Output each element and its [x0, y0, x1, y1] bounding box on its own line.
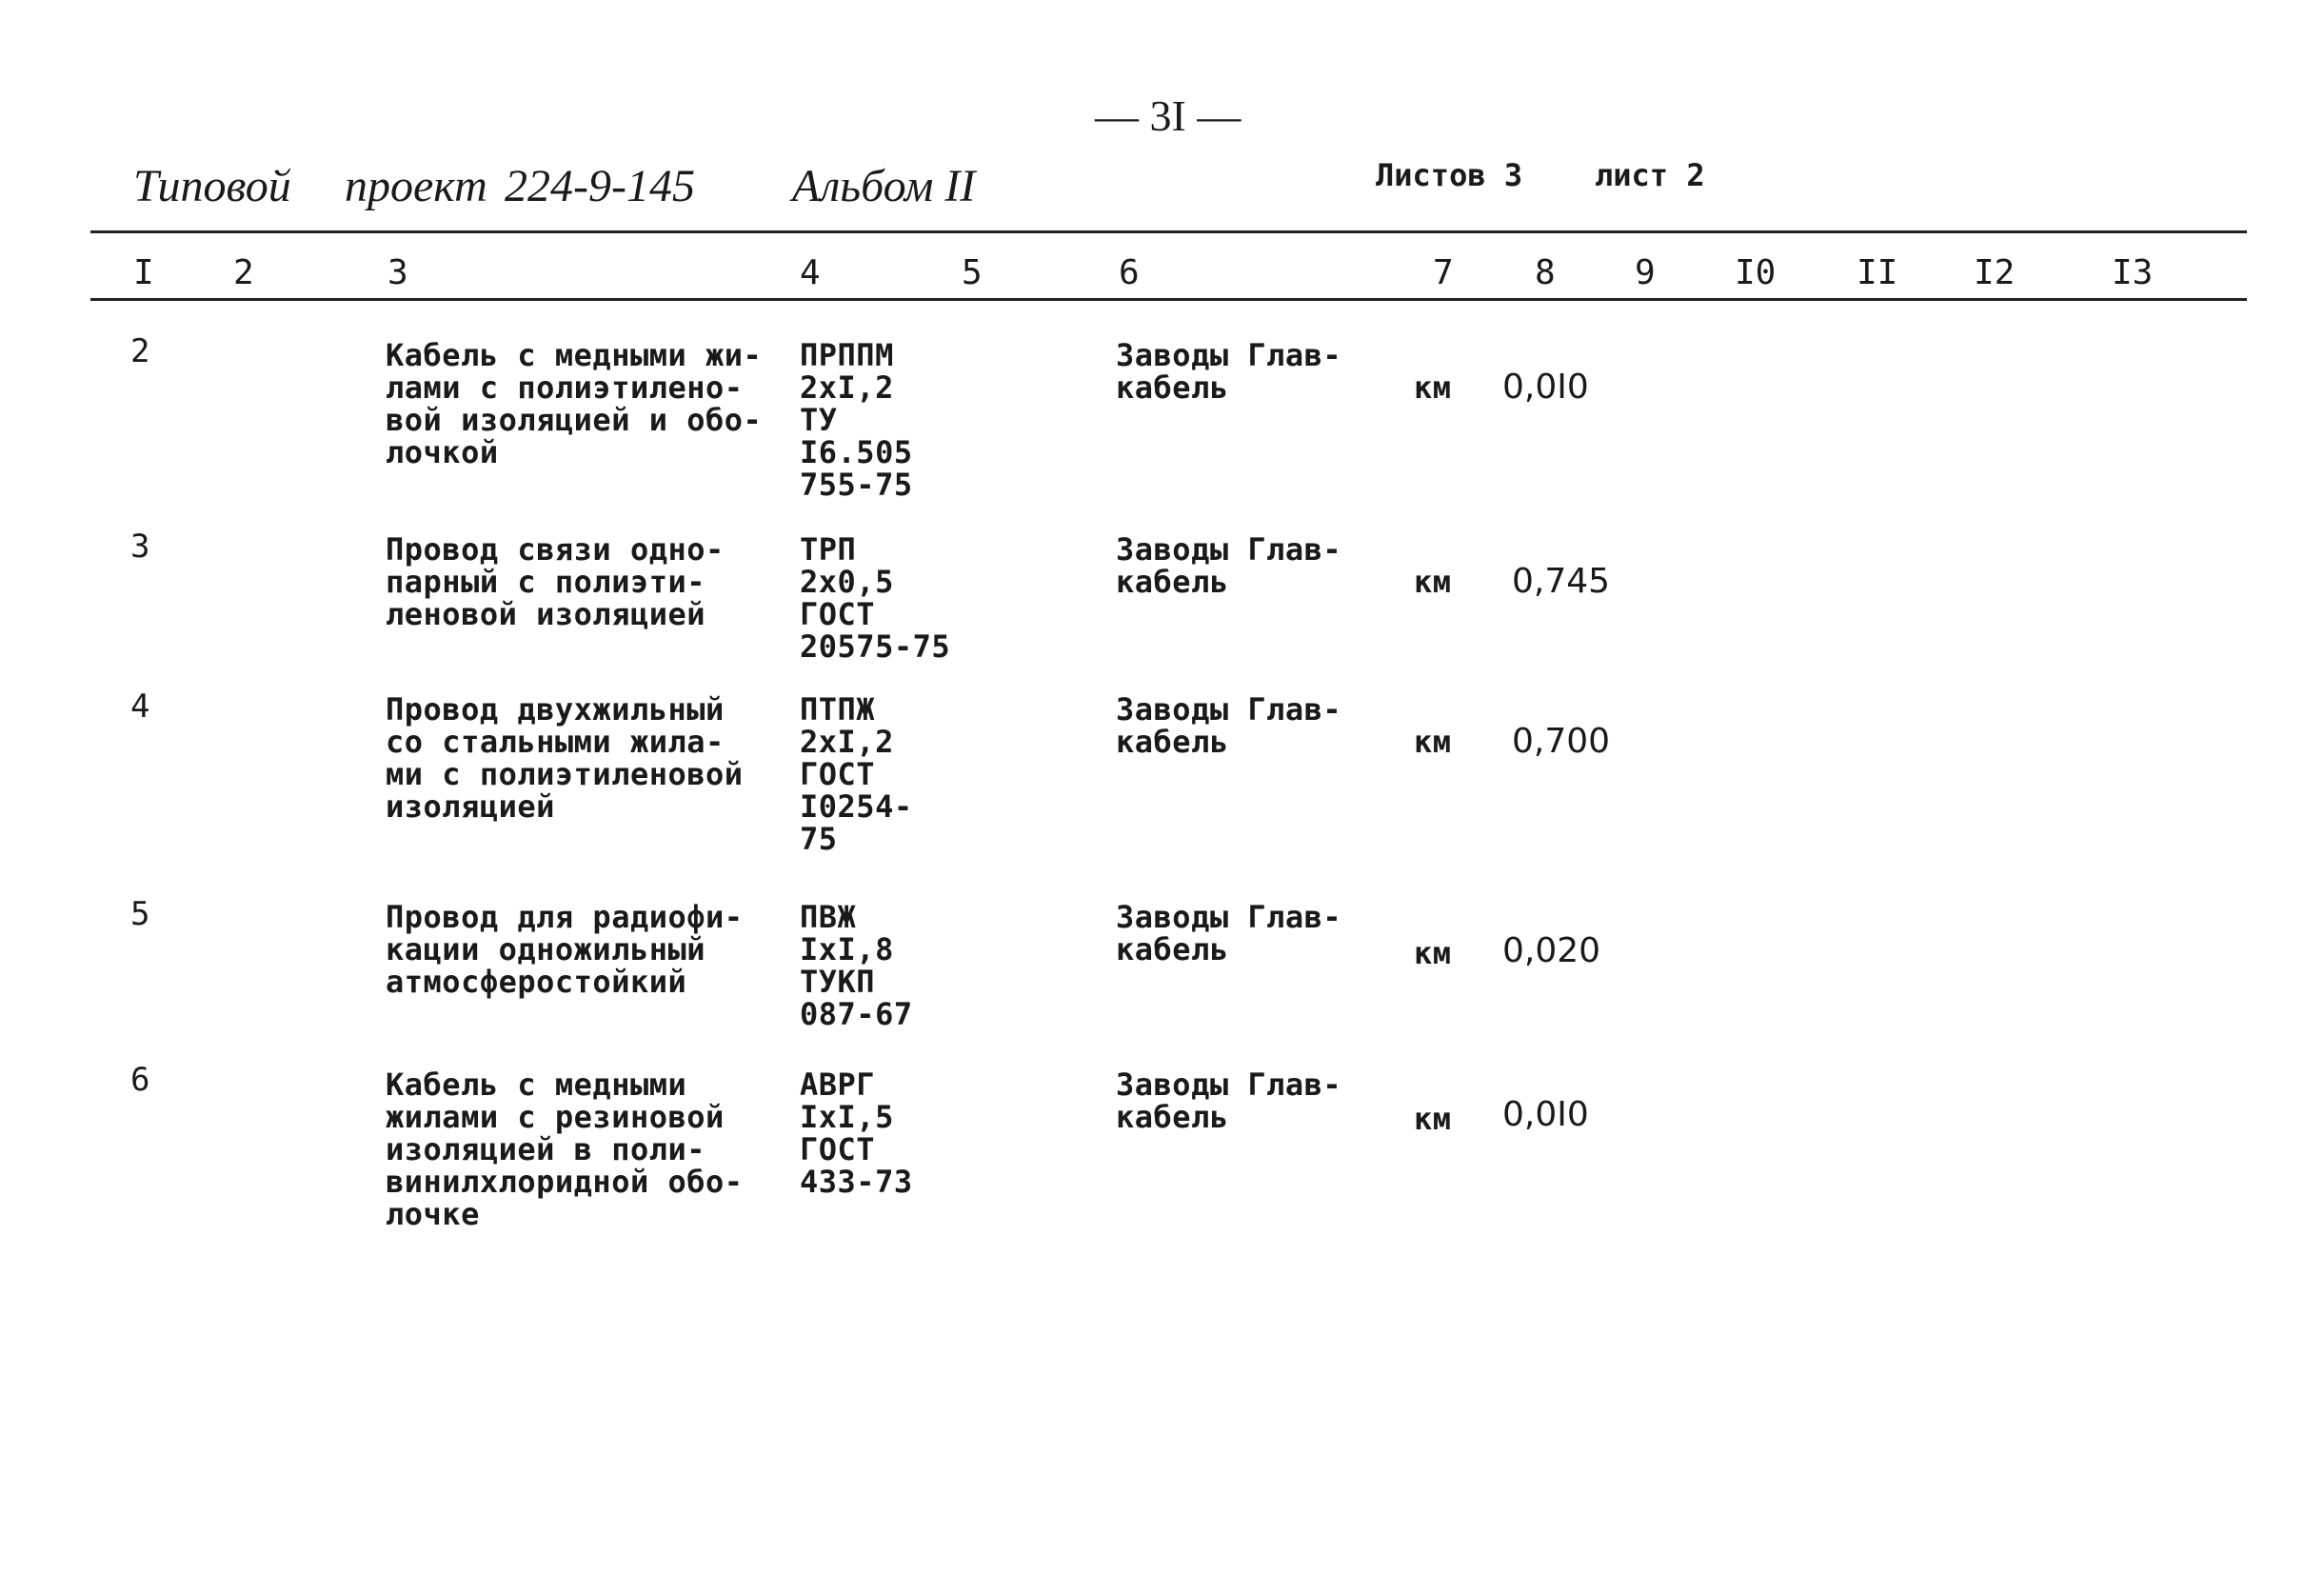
sheet-number: лист 2: [1595, 157, 1705, 193]
column-number: I0: [1735, 253, 1777, 292]
column-number: 4: [800, 253, 821, 292]
item-name: Провод для радиофи- кации одножильный атмосферостойкий: [386, 899, 744, 1000]
item-name: Кабель с медными жи- лами с полиэтилено- вой изоляцией и обо- лочкой: [386, 337, 763, 470]
item-supplier: Заводы Глав- кабель: [1116, 1067, 1342, 1135]
item-name: Провод связи одно- парный с полиэти- леновой изоляцией: [386, 531, 725, 632]
item-unit: км: [1414, 369, 1452, 406]
item-supplier: Заводы Глав- кабель: [1116, 691, 1342, 760]
item-supplier: Заводы Глав- кабель: [1116, 531, 1342, 600]
row-number: 2: [130, 332, 150, 370]
column-number: 9: [1635, 253, 1656, 292]
item-unit: км: [1414, 724, 1452, 760]
column-number: 3: [387, 253, 408, 292]
item-quantity: 0,0I0: [1502, 1095, 1589, 1134]
column-number: I2: [1974, 253, 2016, 292]
item-mark: ТРП 2х0,5 ГОСТ 20575-75: [800, 531, 951, 665]
item-supplier: Заводы Глав- кабель: [1116, 899, 1342, 967]
item-name: Кабель с медными жилами с резиновой изоляцией в поли- винилхлоридной обо- лочке: [386, 1067, 744, 1232]
item-quantity: 0,745: [1512, 562, 1611, 601]
item-mark: ПТПЖ 2хI,2 ГОСТ I0254- 75: [800, 691, 913, 857]
page-number: — 3I —: [1095, 91, 1241, 140]
row-number: 6: [130, 1061, 150, 1099]
item-mark: ПВЖ IхI,8 ТУКП 087-67: [800, 899, 913, 1032]
project-word: проект: [345, 161, 487, 211]
table-top-rule: [90, 230, 2247, 233]
item-unit: км: [1414, 564, 1452, 600]
column-number: I: [133, 253, 154, 292]
column-number: 2: [233, 253, 254, 292]
item-quantity: 0,0I0: [1502, 368, 1589, 407]
column-number: 5: [962, 253, 983, 292]
row-number: 4: [130, 688, 150, 726]
item-unit: км: [1414, 935, 1452, 971]
item-mark: АВРГ IхI,5 ГОСТ 433-73: [800, 1067, 913, 1200]
sheets-count: Листов 3: [1376, 157, 1523, 193]
project-label: Типовой: [133, 161, 291, 211]
item-mark: ПРППМ 2хI,2 ТУ I6.505 755-75: [800, 337, 913, 503]
column-number: 7: [1433, 253, 1454, 292]
item-unit: км: [1414, 1101, 1452, 1137]
column-number: II: [1857, 253, 1898, 292]
item-quantity: 0,020: [1502, 931, 1601, 970]
table-header-rule: [90, 298, 2247, 301]
column-number: 6: [1119, 253, 1140, 292]
item-quantity: 0,700: [1512, 722, 1611, 761]
item-supplier: Заводы Глав- кабель: [1116, 337, 1342, 406]
album-label: Альбом II: [792, 161, 976, 211]
row-number: 5: [130, 895, 150, 933]
column-number: 8: [1535, 253, 1556, 292]
project-code: 224-9-145: [505, 161, 695, 211]
column-number: I3: [2112, 253, 2154, 292]
item-name: Провод двухжильный со стальными жила- ми с полиэтиленовой изоляцией: [386, 691, 744, 825]
row-number: 3: [130, 528, 150, 566]
